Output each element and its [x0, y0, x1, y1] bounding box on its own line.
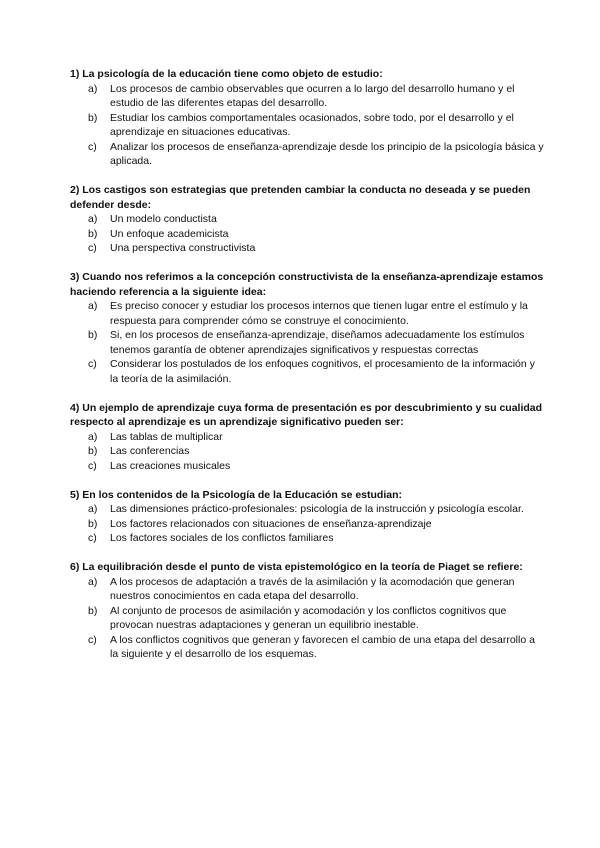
option-letter: b)	[88, 329, 98, 341]
option-text: Una perspectiva constructivista	[110, 242, 256, 254]
option-text: Los procesos de cambio observables que ocurren a lo largo del desarrollo humano y el estudio de las diferentes etapas del desarrollo.	[110, 82, 515, 109]
option-text: Las tablas de multiplicar	[110, 430, 223, 443]
option-text: Las dimensiones práctico-profesionales: psicología de la instrucción y psicología escolar.	[110, 503, 524, 515]
option-text: A los procesos de adaptación a través de la asimilación y la acomodación que generan nuestros conocimientos en cada etapa del desarrollo.	[110, 575, 515, 602]
answer-option	[88, 357, 545, 386]
answer-option	[88, 444, 545, 459]
option-letter: a)	[88, 300, 98, 312]
option-letter: b)	[88, 111, 98, 124]
option-text: Al conjunto de procesos de asimilación y acomodación y los conflictos cognitivos que provocan nuestras adaptaciones y generan un equilibrio inestable.	[110, 604, 507, 631]
question-block	[70, 560, 545, 662]
option-letter: a)	[88, 82, 98, 95]
answer-option	[88, 299, 545, 328]
answer-option	[88, 328, 545, 357]
question-block	[70, 488, 545, 546]
answer-option	[88, 531, 545, 546]
answer-option	[88, 227, 545, 242]
option-text: Los factores relacionados con situaciones de enseñanza-aprendizaje	[110, 517, 432, 530]
answer-option	[88, 459, 545, 474]
question-heading: 1) La psicología de la educación tiene como objeto de estudio:	[70, 68, 383, 80]
question-heading: 5) En los contenidos de la Psicología de la Educación se estudian:	[70, 488, 402, 501]
answer-option	[88, 140, 545, 169]
options-list	[70, 82, 545, 169]
options-list	[70, 502, 545, 546]
option-letter: b)	[88, 517, 98, 530]
question-heading: 6) La equilibración desde el punto de vista epistemológico en la teoría de Piaget se refiere:	[70, 561, 523, 573]
answer-option	[88, 111, 545, 140]
option-letter: a)	[88, 503, 98, 515]
question-block	[70, 183, 545, 256]
option-letter: c)	[88, 358, 97, 370]
answer-option	[88, 633, 545, 662]
option-letter: a)	[88, 213, 98, 225]
option-letter: a)	[88, 430, 98, 443]
option-text: Las creaciones musicales	[110, 459, 231, 472]
question-block	[70, 67, 545, 169]
option-letter: c)	[88, 633, 97, 646]
option-text: Si, en los procesos de enseñanza-aprendizaje, diseñamos adecuadamente los estímulos tenemos garantía de obtener aprendizajes significativos y respuestas correctas	[110, 329, 525, 356]
option-text: Los factores sociales de los conflictos familiares	[110, 532, 334, 544]
question-heading: 4) Un ejemplo de aprendizaje cuya forma de presentación es por descubrimiento y su cualidad respecto al aprendizaje es un aprendizaje significativo pueden ser:	[70, 401, 543, 428]
answer-option	[88, 575, 545, 604]
question-block	[70, 270, 545, 386]
option-letter: c)	[88, 140, 97, 153]
option-text: Las conferencias	[110, 445, 190, 457]
question-heading: 3) Cuando nos referimos a la concepción constructivista de la enseñanza-aprendizaje estamos haciendo referencia a la siguiente idea:	[70, 271, 544, 298]
option-letter: c)	[88, 532, 97, 544]
options-list	[70, 575, 545, 662]
option-text: Un enfoque academicista	[110, 227, 229, 240]
answer-option	[88, 430, 545, 445]
questions-list	[70, 67, 545, 662]
option-text: Considerar los postulados de los enfoques cognitivos, el procesamiento de la información y la teoría de la asimilación.	[110, 358, 535, 385]
option-text: Estudiar los cambios comportamentales ocasionados, sobre todo, por el desarrollo y el aprendizaje en situaciones educativas.	[110, 111, 514, 138]
option-text: Analizar los procesos de enseñanza-aprendizaje desde los principio de la psicología básica y aplicada.	[110, 140, 544, 167]
option-letter: a)	[88, 575, 98, 588]
answer-option	[88, 604, 545, 633]
question-heading: 2) Los castigos son estrategias que pretenden cambiar la conducta no deseada y se pueden defender desde:	[70, 184, 531, 211]
answer-option	[88, 212, 545, 227]
answer-option	[88, 82, 545, 111]
option-letter: b)	[88, 604, 98, 617]
option-letter: b)	[88, 445, 98, 457]
answer-option	[88, 502, 545, 517]
options-list	[70, 299, 545, 386]
option-text: A los conflictos cognitivos que generan y favorecen el cambio de una etapa del desarrollo a la siguiente y el desarrollo de los esquemas.	[110, 633, 535, 660]
option-letter: c)	[88, 459, 97, 472]
option-text: Un modelo conductista	[110, 213, 217, 225]
answer-option	[88, 517, 545, 532]
question-block	[70, 401, 545, 474]
option-letter: b)	[88, 227, 98, 240]
answer-option	[88, 241, 545, 256]
options-list	[70, 212, 545, 256]
options-list	[70, 430, 545, 474]
option-letter: c)	[88, 242, 97, 254]
option-text: Es preciso conocer y estudiar los procesos internos que tienen lugar entre el estímulo y la respuesta para comprender cómo se construye el conocimiento.	[110, 300, 528, 327]
